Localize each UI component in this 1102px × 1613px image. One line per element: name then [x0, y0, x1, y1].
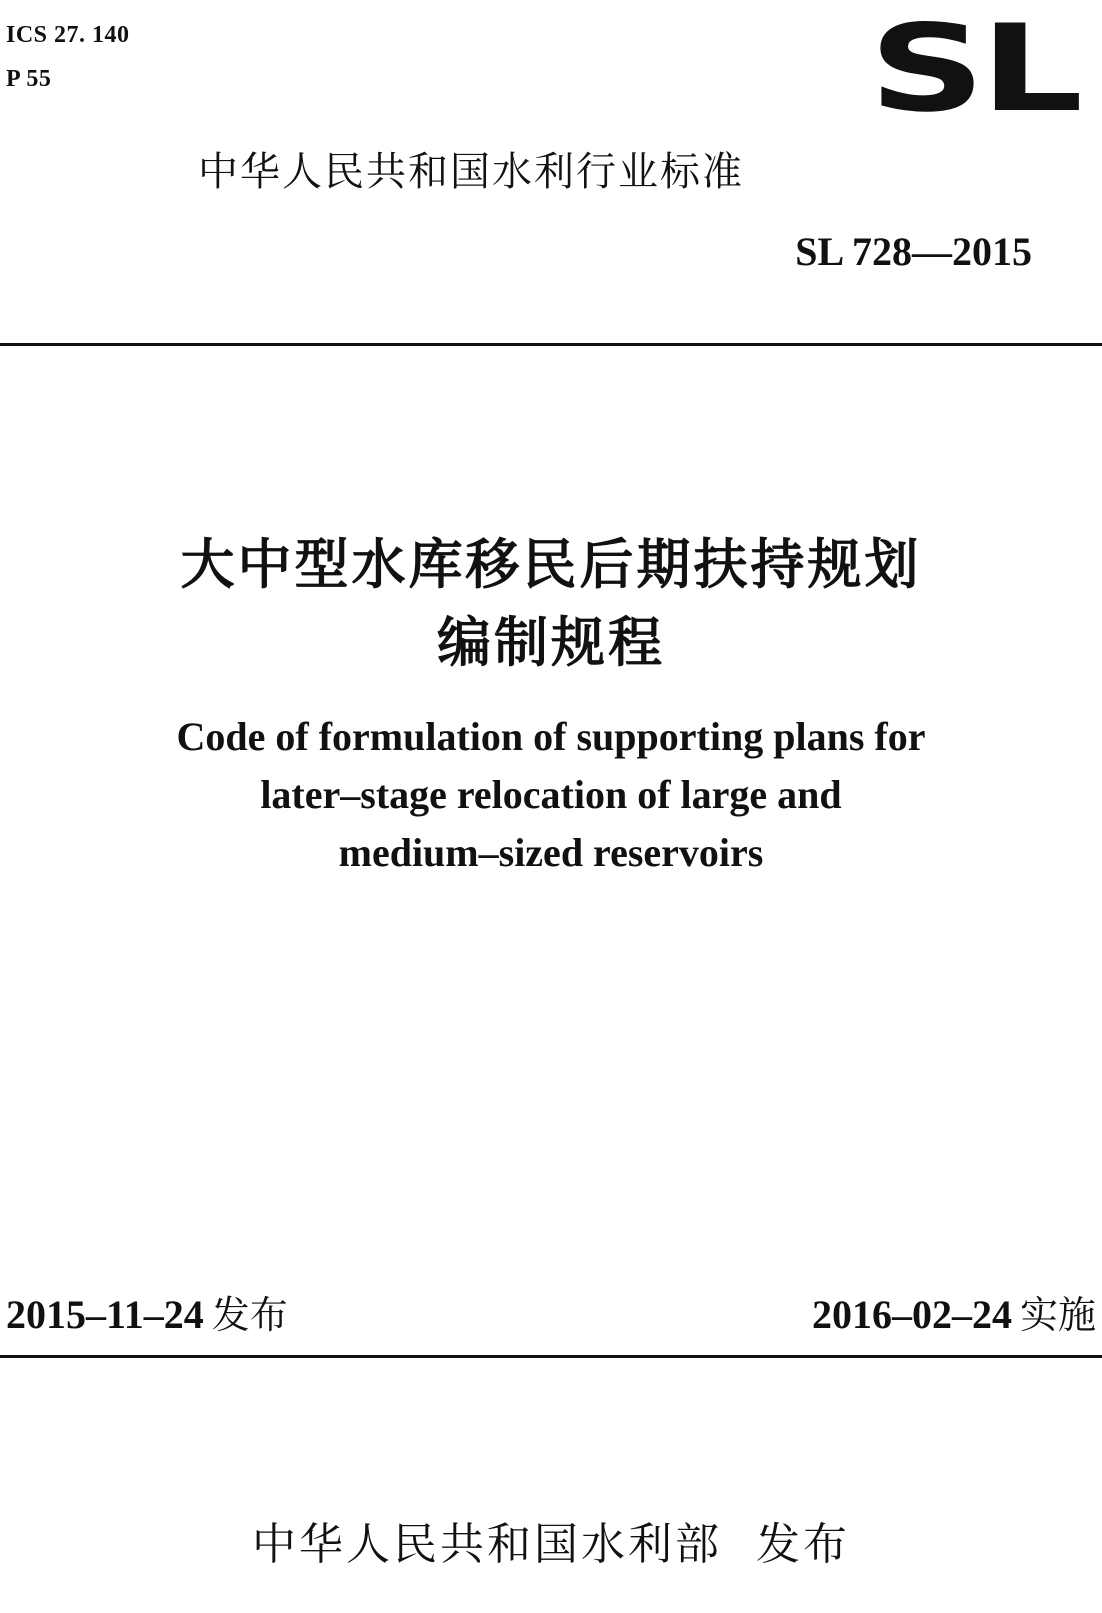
- publisher: 中华人民共和国水利部 发布: [252, 1519, 850, 1570]
- title-en-line-1: Code of formulation of supporting plans for: [176, 714, 926, 759]
- title-en-line-3: medium–sized reservoirs: [338, 830, 764, 875]
- implementation-date-value: 2016–02–24: [811, 1292, 1012, 1337]
- ics-code: ICS 27. 140: [6, 22, 130, 48]
- industry-standard-heading: 中华人民共和国水利行业标准: [198, 149, 744, 195]
- classification-code: P 55: [6, 66, 52, 92]
- top-divider: [0, 343, 1102, 346]
- bottom-divider: [0, 1355, 1102, 1358]
- issue-date-value: 2015–11–24: [6, 1292, 204, 1337]
- implementation-date: [812, 1284, 1096, 1339]
- title-en-line-2: later–stage relocation of large and: [260, 772, 842, 817]
- issue-date-label: 发布: [211, 1293, 288, 1337]
- issue-date: [6, 1284, 288, 1339]
- sl-logo: SL: [868, 0, 1078, 139]
- standard-number: SL 728—2015: [795, 229, 1032, 274]
- implementation-date-label: 实施: [1019, 1293, 1096, 1337]
- title-cn-line-1: 大中型水库移民后期扶持规划: [180, 533, 922, 596]
- title-cn-line-2: 编制规程: [437, 611, 665, 674]
